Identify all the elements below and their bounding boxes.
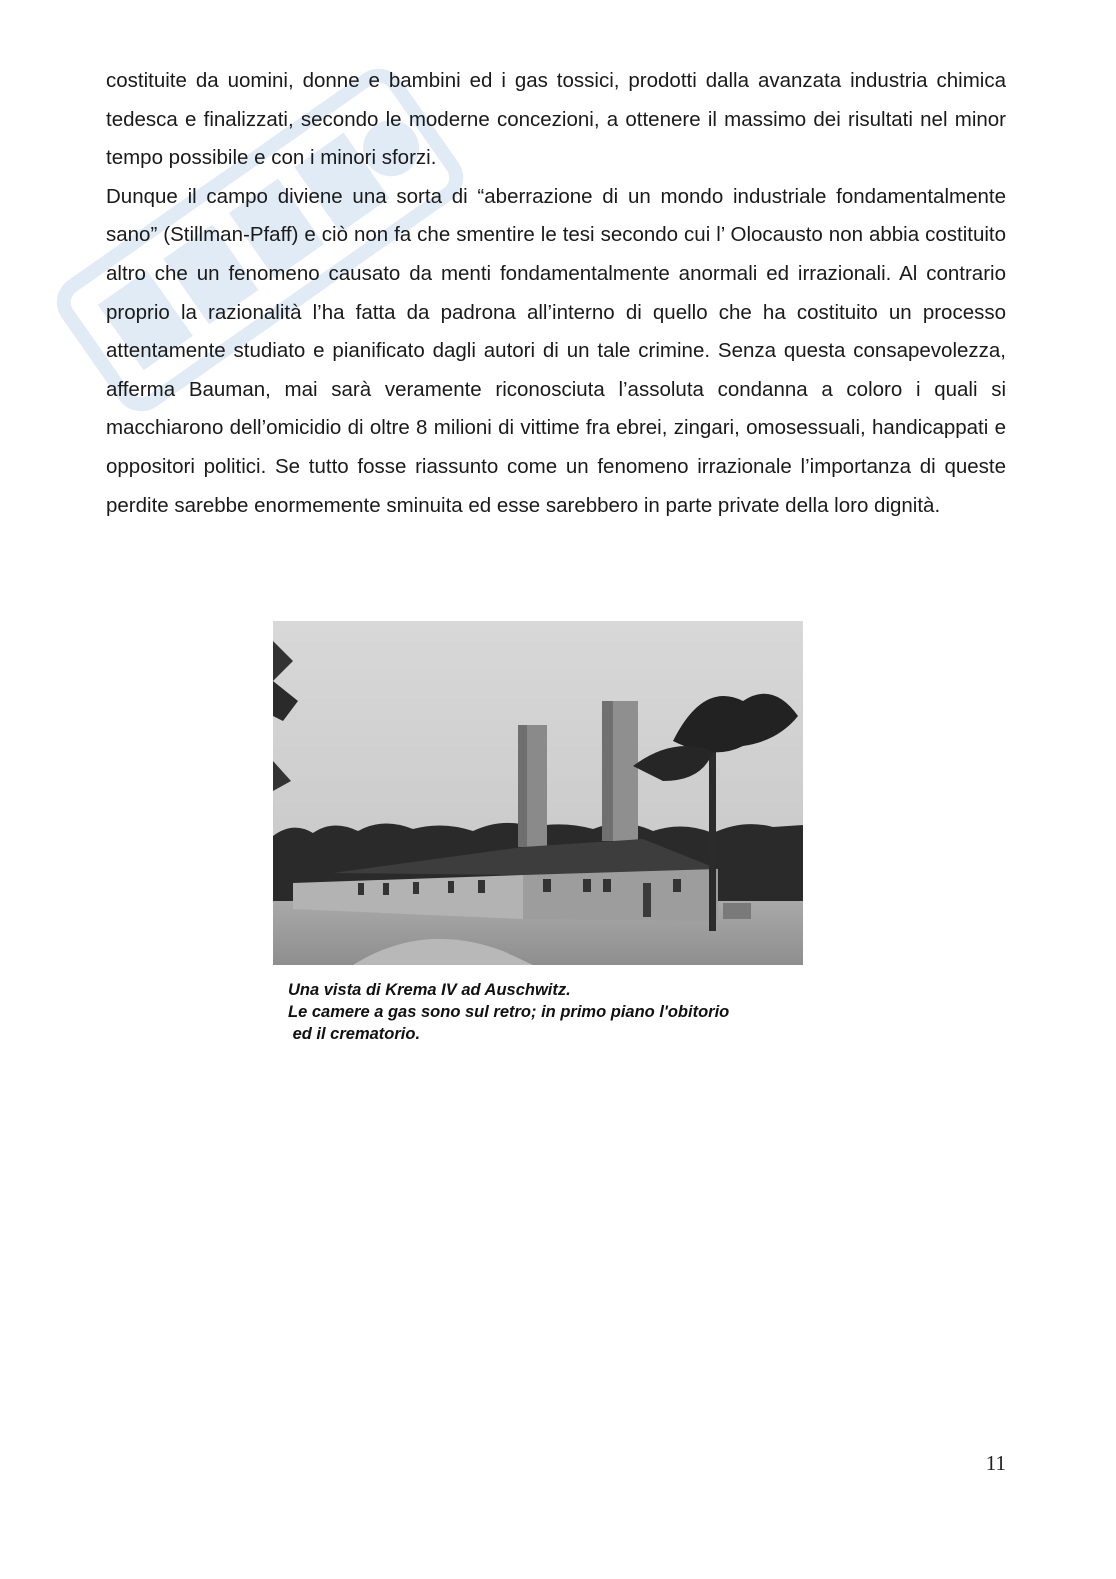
krema-photo <box>273 621 803 965</box>
figure-caption <box>288 979 808 1045</box>
caption-line: Una vista di Krema IV ad Auschwitz. <box>288 981 571 999</box>
page-number: 11 <box>985 1451 1006 1475</box>
paragraph: costituite da uomini, donne e bambini ed i gas tossici, prodotti dalla avanzata industria chimica tedesca e finalizzati, secondo le moderne concezioni, a ottenere il massimo dei risultati nel minor tempo possibile e con i minori sforzi. <box>106 69 1006 170</box>
body-text <box>106 62 1006 525</box>
paragraph: Dunque il campo diviene una sorta di “aberrazione di un mondo industriale fondamentalmente sano” (Stillman-Pfaff) e ciò non fa che smentire le tesi secondo cui l’ Olocausto non abbia costituito altro che un fenomeno causato da menti fondamentalmente anormali ed irrazionali. Al contrario proprio la razionalità l’ha fatta da padrona all’interno di quello che ha costituito un processo attentamente studiato e pianificato dagli autori di un tale crimine. Senza questa consapevolezza, afferma Bauman, mai sarà veramente riconosciuta l’assoluta condanna a coloro i quali si macchiarono dell’omicidio di oltre 8 milioni di vittime fra ebrei, zingari, omosessuali, handicappati e oppositori politici. Se tutto fosse riassunto come un fenomeno irrazionale l’importanza di queste perdite sarebbe enormemente sminuita ed esse sarebbero in parte private della loro dignità. <box>106 184 1006 517</box>
caption-line: ed il crematorio. <box>288 1025 421 1043</box>
caption-line: Le camere a gas sono sul retro; in primo piano l'obitorio <box>288 1003 730 1021</box>
